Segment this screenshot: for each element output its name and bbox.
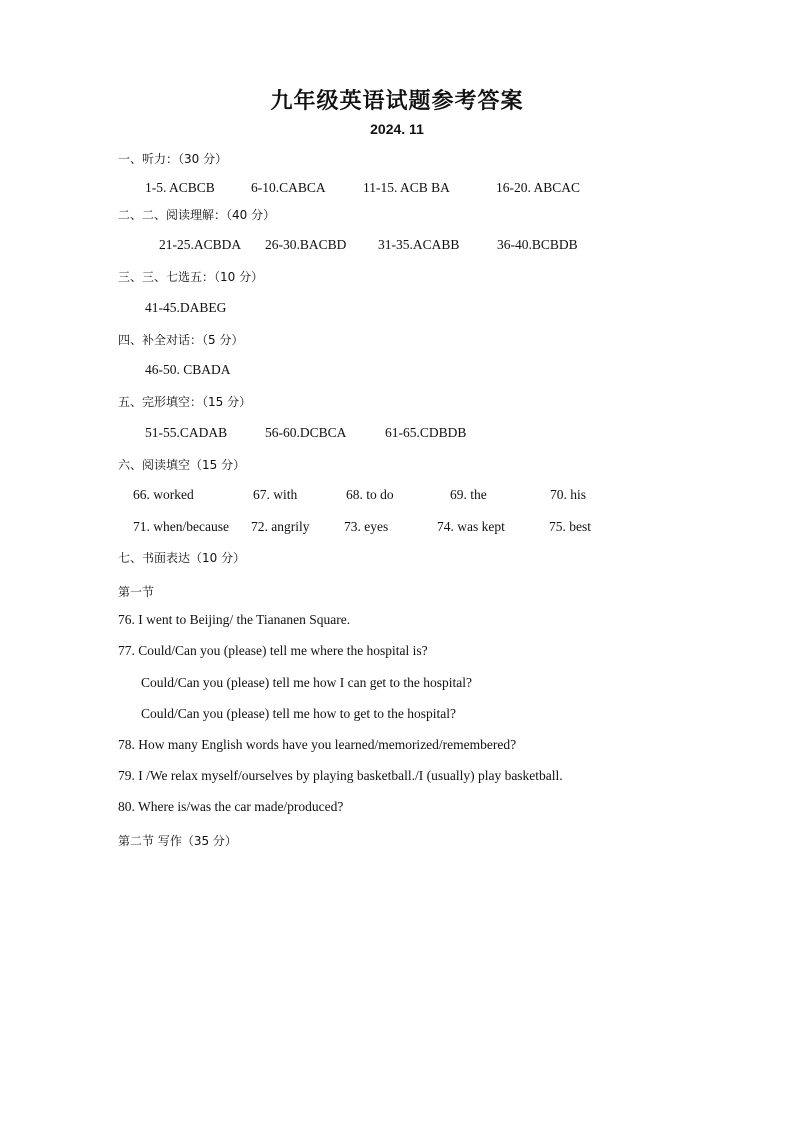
answer-item: 68. to do xyxy=(346,487,394,502)
answer-77: 77. Could/Can you (please) tell me where the hospital is? xyxy=(118,643,428,658)
part-one-heading: 第一节 xyxy=(118,585,155,599)
section-dialogue-heading: 四、补全对话：（5 分） xyxy=(118,333,244,347)
part-two-heading: 第二节 写作（35 分） xyxy=(118,834,237,848)
section-writing-heading: 七、书面表达（10 分） xyxy=(118,551,246,565)
page-title: 九年级英语试题参考答案 xyxy=(270,89,524,114)
answer-group: 21-25.ACBDA xyxy=(159,237,242,252)
answer-item: 74. was kept xyxy=(437,519,505,534)
answer-76: 76. I went to Beijing/ the Tiananen Square. xyxy=(118,612,351,627)
answer-item: 72. angrily xyxy=(251,519,310,534)
answer-group: 56-60.DCBCA xyxy=(265,425,347,440)
answer-item: 73. eyes xyxy=(344,519,389,534)
answer-79: 79. I /We relax myself/ourselves by playing basketball./I (usually) play basketball. xyxy=(118,768,563,783)
section-cloze-heading: 五、完形填空：（15 分） xyxy=(118,395,252,409)
answer-item: 66. worked xyxy=(133,487,194,502)
answer-group: 46-50. CBADA xyxy=(145,362,231,377)
answer-77-alt: Could/Can you (please) tell me how to get to the hospital? xyxy=(141,706,456,721)
answer-77-alt: Could/Can you (please) tell me how I can get to the hospital? xyxy=(141,675,473,690)
answer-group: 51-55.CADAB xyxy=(145,425,228,440)
section-seven-choose-five-heading: 三、三、七选五：（10 分） xyxy=(118,270,264,284)
answer-item: 67. with xyxy=(253,487,298,502)
section-fill-in-heading: 六、阅读填空（15 分） xyxy=(118,458,246,472)
answer-group: 1-5. ACBCB xyxy=(145,180,215,195)
answer-item: 71. when/because xyxy=(133,519,229,534)
section-listening-heading: 一、听力：（30 分） xyxy=(118,152,228,166)
answer-group: 26-30.BACBD xyxy=(265,237,347,252)
exam-date: 2024. 11 xyxy=(370,121,424,137)
answer-group: 6-10.CABCA xyxy=(251,180,326,195)
section-reading-heading: 二、二、阅读理解：（40 分） xyxy=(118,208,276,222)
answer-80: 80. Where is/was the car made/produced? xyxy=(118,799,344,814)
answer-group: 36-40.BCBDB xyxy=(497,237,578,252)
answer-group: 41-45.DABEG xyxy=(145,300,227,315)
answer-group: 31-35.ACABB xyxy=(378,237,460,252)
answer-78: 78. How many English words have you learned/memorized/remembered? xyxy=(118,737,517,752)
answer-group: 16-20. ABCAC xyxy=(496,180,581,195)
answer-group: 11-15. ACB BA xyxy=(363,180,450,195)
answer-group: 61-65.CDBDB xyxy=(385,425,467,440)
answer-item: 70. his xyxy=(550,487,587,502)
answer-item: 69. the xyxy=(450,487,487,502)
answer-item: 75. best xyxy=(549,519,591,534)
